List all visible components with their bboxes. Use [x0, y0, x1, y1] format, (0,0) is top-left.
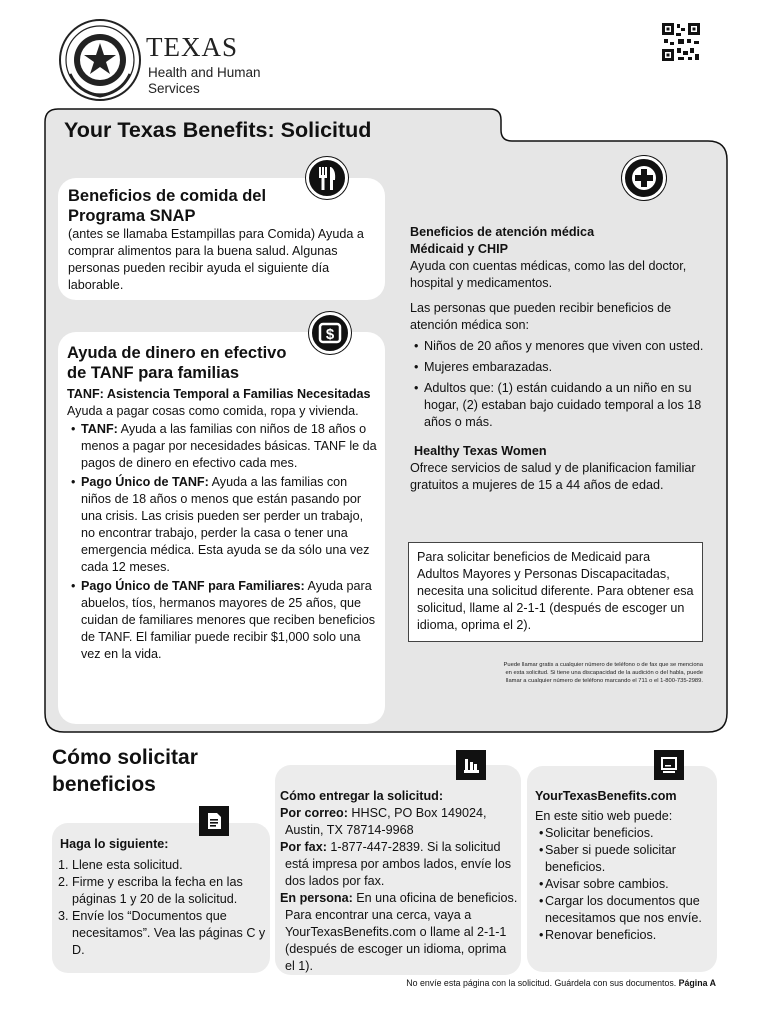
- list-item: • TANF: Ayuda a las familias con niños de 18 años o menos a pagar por necesidades básicas. TANF le da pagos de dinero en efectivo cada mes.: [67, 421, 379, 472]
- submit-heading: Cómo entregar la solicitud:: [280, 789, 444, 803]
- submit-text: [280, 788, 518, 975]
- computer-icon: [654, 750, 684, 780]
- list-item: • Saber si puede solicitar beneficios.: [535, 842, 711, 876]
- snap-heading: Beneficios de comida del Programa SNAP: [68, 187, 267, 225]
- list-item: • Renovar beneficios.: [535, 927, 711, 944]
- medicaid-notice: Para solicitar beneficios de Medicaid para Adultos Mayores y Personas Discapacitadas, necesita una solicitud diferente. Para obtener esa solicitud, llame al 2-1-1 (después de escoger un idioma, oprima el 2).: [408, 542, 703, 642]
- tanf-subheading: TANF: Asistencia Temporal a Familias Necesitadas: [67, 387, 371, 401]
- svg-text:$: $: [325, 326, 335, 343]
- list-item: • Niños de 20 años y menores que viven con usted.: [410, 338, 704, 355]
- htw-body: Ofrece servicios de salud y de planificacion familiar gratuitos a mujeres de 15 a 44 años de edad.: [410, 461, 696, 492]
- submit-mail: Por correo: HHSC, PO Box 149024, Austin, TX 78714-9968: [280, 806, 487, 837]
- list-item: • Pago Único de TANF: Ayuda a las familias con niños de 18 años o menos que están pasando por una crisis. Las crisis pueden ser perder un trabajo, no encontrar trabajo, perder la casa o tener una emergencia médica. Esta ayuda se da sólo una vez cada 12 meses.: [67, 474, 379, 576]
- list-item: • Cargar los documentos que necesitamos que nos envíe.: [535, 893, 711, 927]
- list-item: 1. Llene esta solicitud.: [58, 858, 183, 872]
- web-intro: En este sitio web puede:: [535, 809, 673, 823]
- steps-text: [58, 836, 268, 959]
- logo-hhs: Health and Human Services: [148, 65, 261, 96]
- medical-heading: Beneficios de atención médica Médicaid y CHIP: [410, 225, 595, 256]
- steps-list: [58, 857, 268, 959]
- tty-note: Puede llamar gratis a cualquier número de teléfono o de fax que se menciona en esta solicitud. Si tiene una discapacidad de la audición o del habla, puede llamar a cualquier número de teléfono marcando el 711 o el 1-800-735-2989.: [503, 662, 703, 684]
- page-footer: No envíe esta página con la solicitud. Guárdela con sus documentos. Página A: [406, 978, 716, 988]
- document-icon: [199, 806, 229, 836]
- web-text: [535, 788, 711, 944]
- logo-texas: TEXAS: [146, 32, 238, 62]
- howto-title: Cómo solicitar beneficios: [52, 746, 198, 796]
- tanf-intro: Ayuda a pagar cosas como comida, ropa y vivienda.: [67, 404, 359, 418]
- htw-heading: Healthy Texas Women: [414, 444, 547, 458]
- submit-person: En persona: En una oficina de beneficios. Para encontrar una cerca, vaya a YourTexasBenefits.com o llame al 2-1-1 (después de escoger un idioma, oprima el 1).: [280, 891, 518, 973]
- tanf-text: [67, 343, 379, 663]
- web-heading: YourTexasBenefits.com: [535, 789, 677, 803]
- snap-text: [68, 186, 378, 294]
- hhs-logo: [58, 18, 278, 102]
- qr-code-icon: [662, 23, 700, 61]
- snap-body: (antes se llamaba Estampillas para Comida) Ayuda a comprar alimentos para la buena salud. Algunas personas pueden recibir ayuda el siguiente día laborable.: [68, 227, 364, 292]
- mailbox-icon: [456, 750, 486, 780]
- medical-eligible-intro: Las personas que pueden recibir beneficios de atención médica son:: [410, 301, 672, 332]
- list-item: • Adultos que: (1) están cuidando a un niño en su hogar, (2) estaban bajo cuidado temporal a los 18 años o más.: [410, 380, 704, 431]
- medical-text: [410, 224, 704, 494]
- page-title: Your Texas Benefits: Solicitud: [64, 118, 372, 142]
- list-item: • Solicitar beneficios.: [535, 825, 711, 842]
- list-item: • Pago Único de TANF para Familiares: Ayuda para abuelos, tíos, hermanos mayores de 25 años, que cuidan de familiares menores que reciben beneficios de TANF. El familiar puede recibir $1,000 solo una vez en la vida.: [67, 578, 379, 663]
- list-item: 3. Envíe los “Documentos que necesitamos”. Vea las páginas C y D.: [58, 909, 266, 957]
- medical-intro: Ayuda con cuentas médicas, como las del doctor, hospital y medicamentos.: [410, 259, 687, 290]
- list-item: • Mujeres embarazadas.: [410, 359, 704, 376]
- texas-seal-icon: [58, 18, 142, 102]
- submit-fax: Por fax: 1-877-447-2839. Si la solicitud está impresa por ambos lados, envíe los dos lados por fax.: [280, 840, 512, 888]
- tanf-heading: Ayuda de dinero en efectivo de TANF para familias: [67, 344, 287, 382]
- list-item: • Avisar sobre cambios.: [535, 876, 711, 893]
- medical-cross-icon: [622, 156, 666, 200]
- steps-heading: Haga lo siguiente:: [60, 837, 169, 851]
- list-item: 2. Firme y escriba la fecha en las páginas 1 y 20 de la solicitud.: [58, 875, 243, 906]
